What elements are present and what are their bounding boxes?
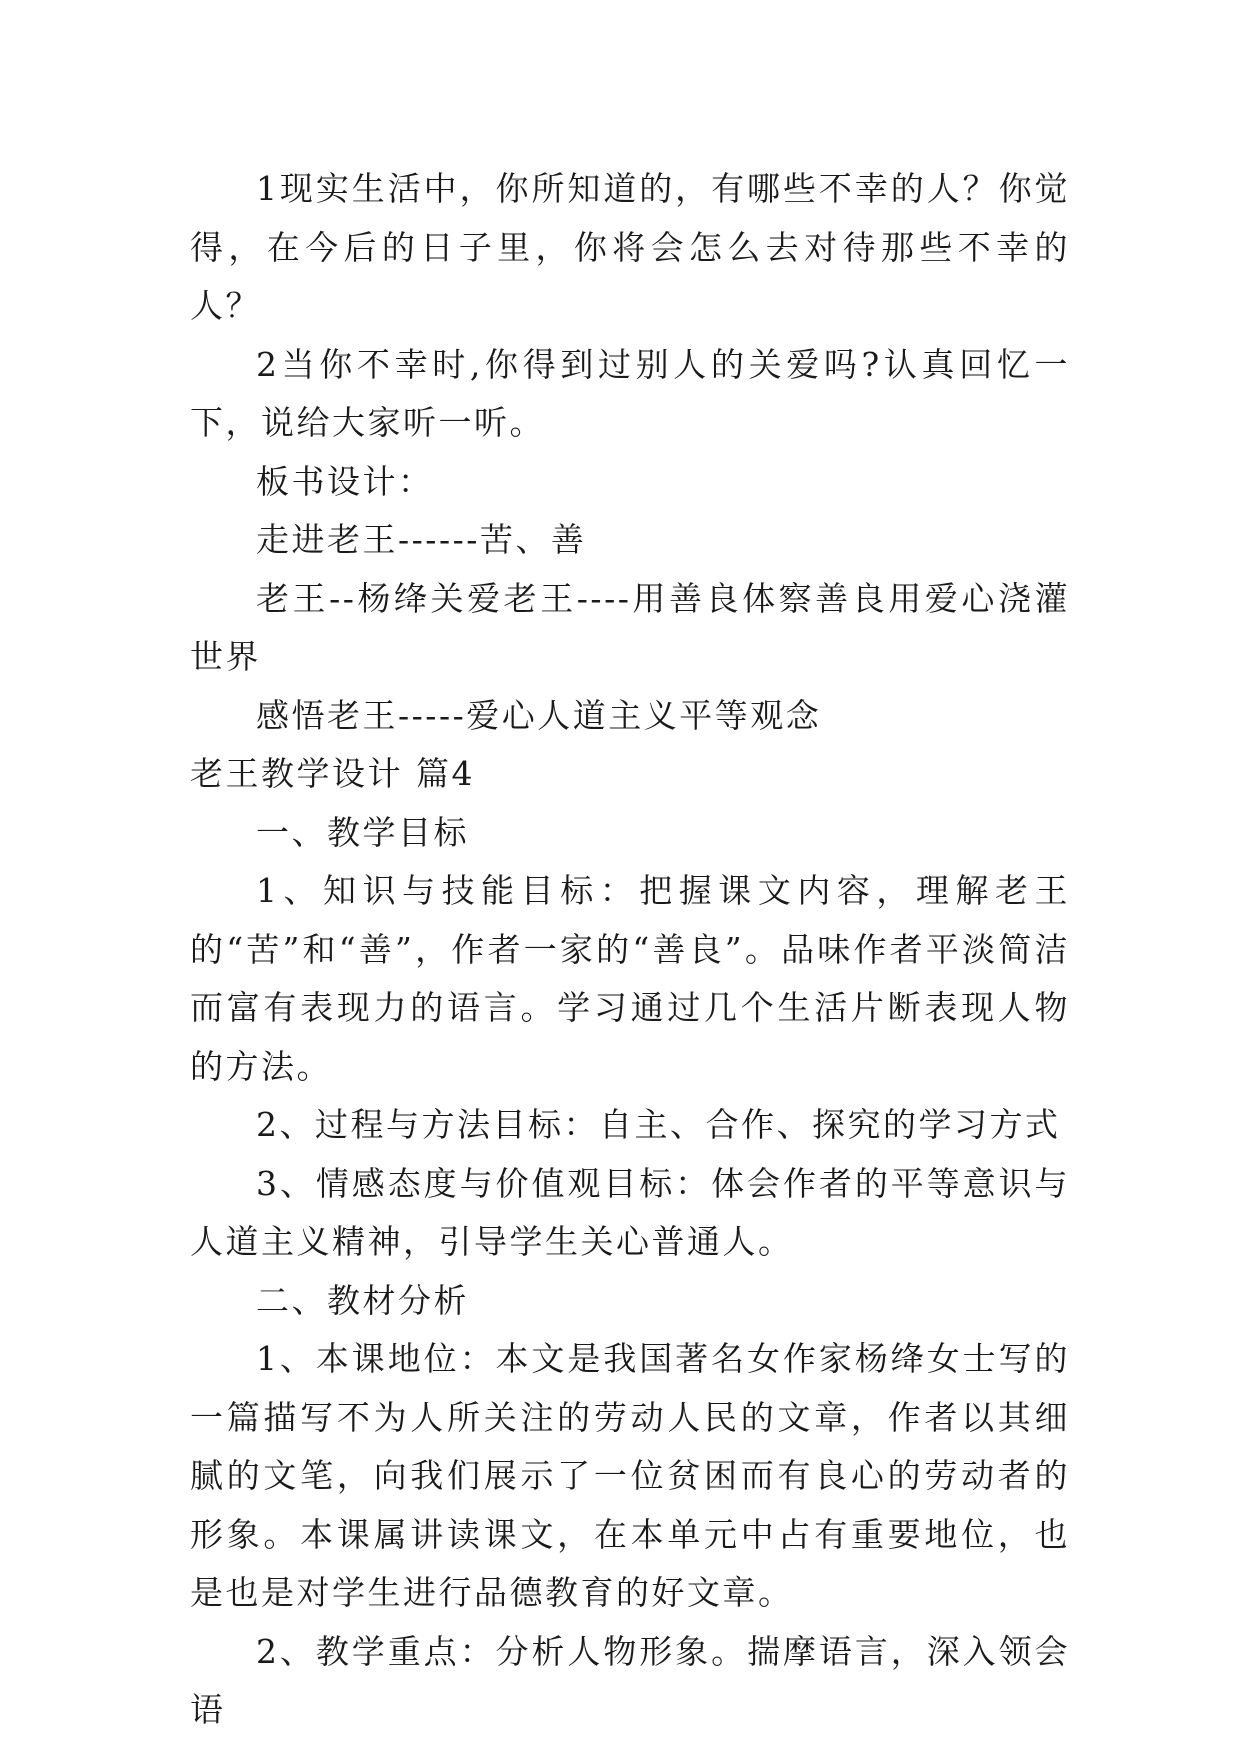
- paragraph-teaching-focus: 2、教学重点：分析人物形象。揣摩语言，深入领会语: [190, 1631, 1070, 1729]
- paragraph-board-line-1: 走进老王------苦、善: [256, 520, 587, 559]
- document-page: [190, 160, 1070, 1740]
- section-heading: 老王教学设计 篇4: [190, 754, 475, 793]
- paragraph-question-1: 1现实生活中，你所知道的，有哪些不幸的人？你觉得，在今后的日子里，你将会怎么去对待那些不幸的人？: [190, 169, 1070, 325]
- paragraph-teaching-goals-heading: 一、教学目标: [256, 812, 469, 852]
- paragraph-board-line-3: 感悟老王-----爱心人道主义平等观念: [256, 695, 822, 735]
- paragraph-board-design-label: 板书设计：: [256, 461, 434, 501]
- paragraph-lesson-position: 1、本课地位：本文是我国著名女作家杨绛女士写的一篇描写不为人所关注的劳动人民的文章，作者以其细腻的文笔，向我们展示了一位贫困而有良心的劳动者的形象。本课属讲读课文，在本单元中占有重要地位，也是也是对学生进行品德教育的好文章。: [190, 1339, 1070, 1612]
- paragraph-board-line-2: 老王--杨绛关爱老王----用善良体察善良用爱心浇灌世界: [190, 578, 1070, 676]
- paragraph-goal-process: 2、过程与方法目标：自主、合作、探究的学习方式: [256, 1105, 1061, 1144]
- paragraph-goal-knowledge: 1、知识与技能目标：把握课文内容，理解老王的“苦”和“善”，作者一家的“善良”。品味作者平淡简洁而富有表现力的语言。学习通过几个生活片断表现人物的方法。: [190, 871, 1070, 1086]
- paragraph-question-2: 2当你不幸时,你得到过别人的关爱吗?认真回忆一下，说给大家听一听。: [190, 344, 1070, 442]
- paragraph-material-analysis-heading: 二、教材分析: [256, 1280, 469, 1320]
- paragraph-goal-emotion: 3、情感态度与价值观目标：体会作者的平等意识与人道主义精神，引导学生关心普通人。: [190, 1163, 1070, 1261]
